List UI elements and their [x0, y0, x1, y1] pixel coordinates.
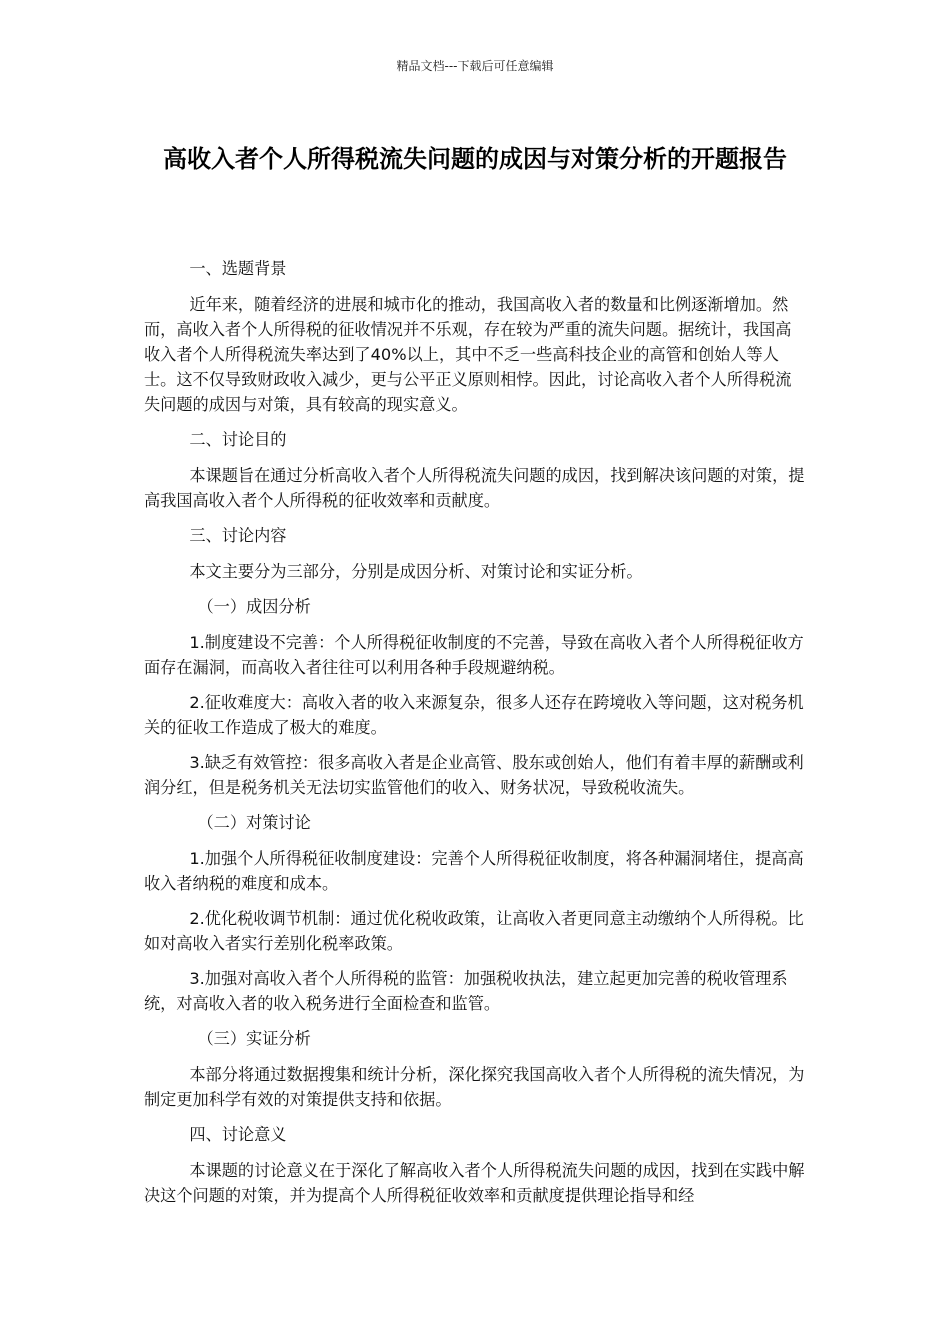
paragraph-empirical-analysis: 本部分将通过数据搜集和统计分析，深化探究我国高收入者个人所得税的流失情况，为制定更加科学有效的对策提供支持和依据。: [144, 1065, 805, 1109]
section-heading-significance: 四、讨论意义: [189, 1125, 287, 1144]
paragraph-background: 近年来，随着经济的进展和城市化的推动，我国高收入者的数量和比例逐渐增加。然而，高收入者个人所得税的征收情况并不乐观，存在较为严重的流失问题。据统计，我国高收入者个人所得税流失率达到了40%以上，其中不乏一些高科技企业的高管和创始人等人士。这不仅导致财政收入减少，更与公平正义原则相悖。因此，讨论高收入者个人所得税流失问题的成因与对策，具有较高的现实意义。: [144, 295, 792, 414]
list-item-cause-2: 2.征收难度大：高收入者的收入来源复杂，很多人还存在跨境收入等问题，这对税务机关的征收工作造成了极大的难度。: [144, 693, 804, 737]
section-heading-purpose: 二、讨论目的: [189, 430, 287, 449]
subheading-empirical-analysis: （三）实证分析: [197, 1029, 311, 1048]
subheading-countermeasures: （二）对策讨论: [197, 813, 311, 832]
document-body: [144, 256, 806, 1218]
paragraph-purpose: 本课题旨在通过分析高收入者个人所得税流失问题的成因，找到解决该问题的对策，提高我国高收入者个人所得税的征收效率和贡献度。: [144, 466, 805, 510]
list-item-measure-2: 2.优化税收调节机制：通过优化税收政策，让高收入者更同意主动缴纳个人所得税。比如对高收入者实行差别化税率政策。: [144, 909, 804, 953]
section-heading-background: 一、选题背景: [189, 259, 287, 278]
paragraph-content-overview: 本文主要分为三部分，分别是成因分析、对策讨论和实证分析。: [189, 562, 643, 581]
document-title: 高收入者个人所得税流失问题的成因与对策分析的开题报告: [163, 145, 787, 173]
subheading-cause-analysis: （一）成因分析: [197, 597, 311, 616]
list-item-measure-3: 3.加强对高收入者个人所得税的监管：加强税收执法，建立起更加完善的税收管理系统，对高收入者的收入税务进行全面检查和监管。: [144, 969, 788, 1013]
paragraph-significance: 本课题的讨论意义在于深化了解高收入者个人所得税流失问题的成因，找到在实践中解决这个问题的对策，并为提高个人所得税征收效率和贡献度提供理论指导和经: [144, 1161, 805, 1205]
section-heading-content: 三、讨论内容: [189, 526, 287, 545]
list-item-cause-3: 3.缺乏有效管控：很多高收入者是企业高管、股东或创始人，他们有着丰厚的薪酬或利润分红，但是税务机关无法切实监管他们的收入、财务状况，导致税收流失。: [144, 753, 804, 797]
list-item-measure-1: 1.加强个人所得税征收制度建设：完善个人所得税征收制度，将各种漏洞堵住，提高高收入者纳税的难度和成本。: [144, 849, 804, 893]
header-note: 精品文档---下载后可任意编辑: [396, 59, 554, 73]
list-item-cause-1: 1.制度建设不完善：个人所得税征收制度的不完善，导致在高收入者个人所得税征收方面存在漏洞，而高收入者往往可以利用各种手段规避纳税。: [144, 633, 804, 677]
